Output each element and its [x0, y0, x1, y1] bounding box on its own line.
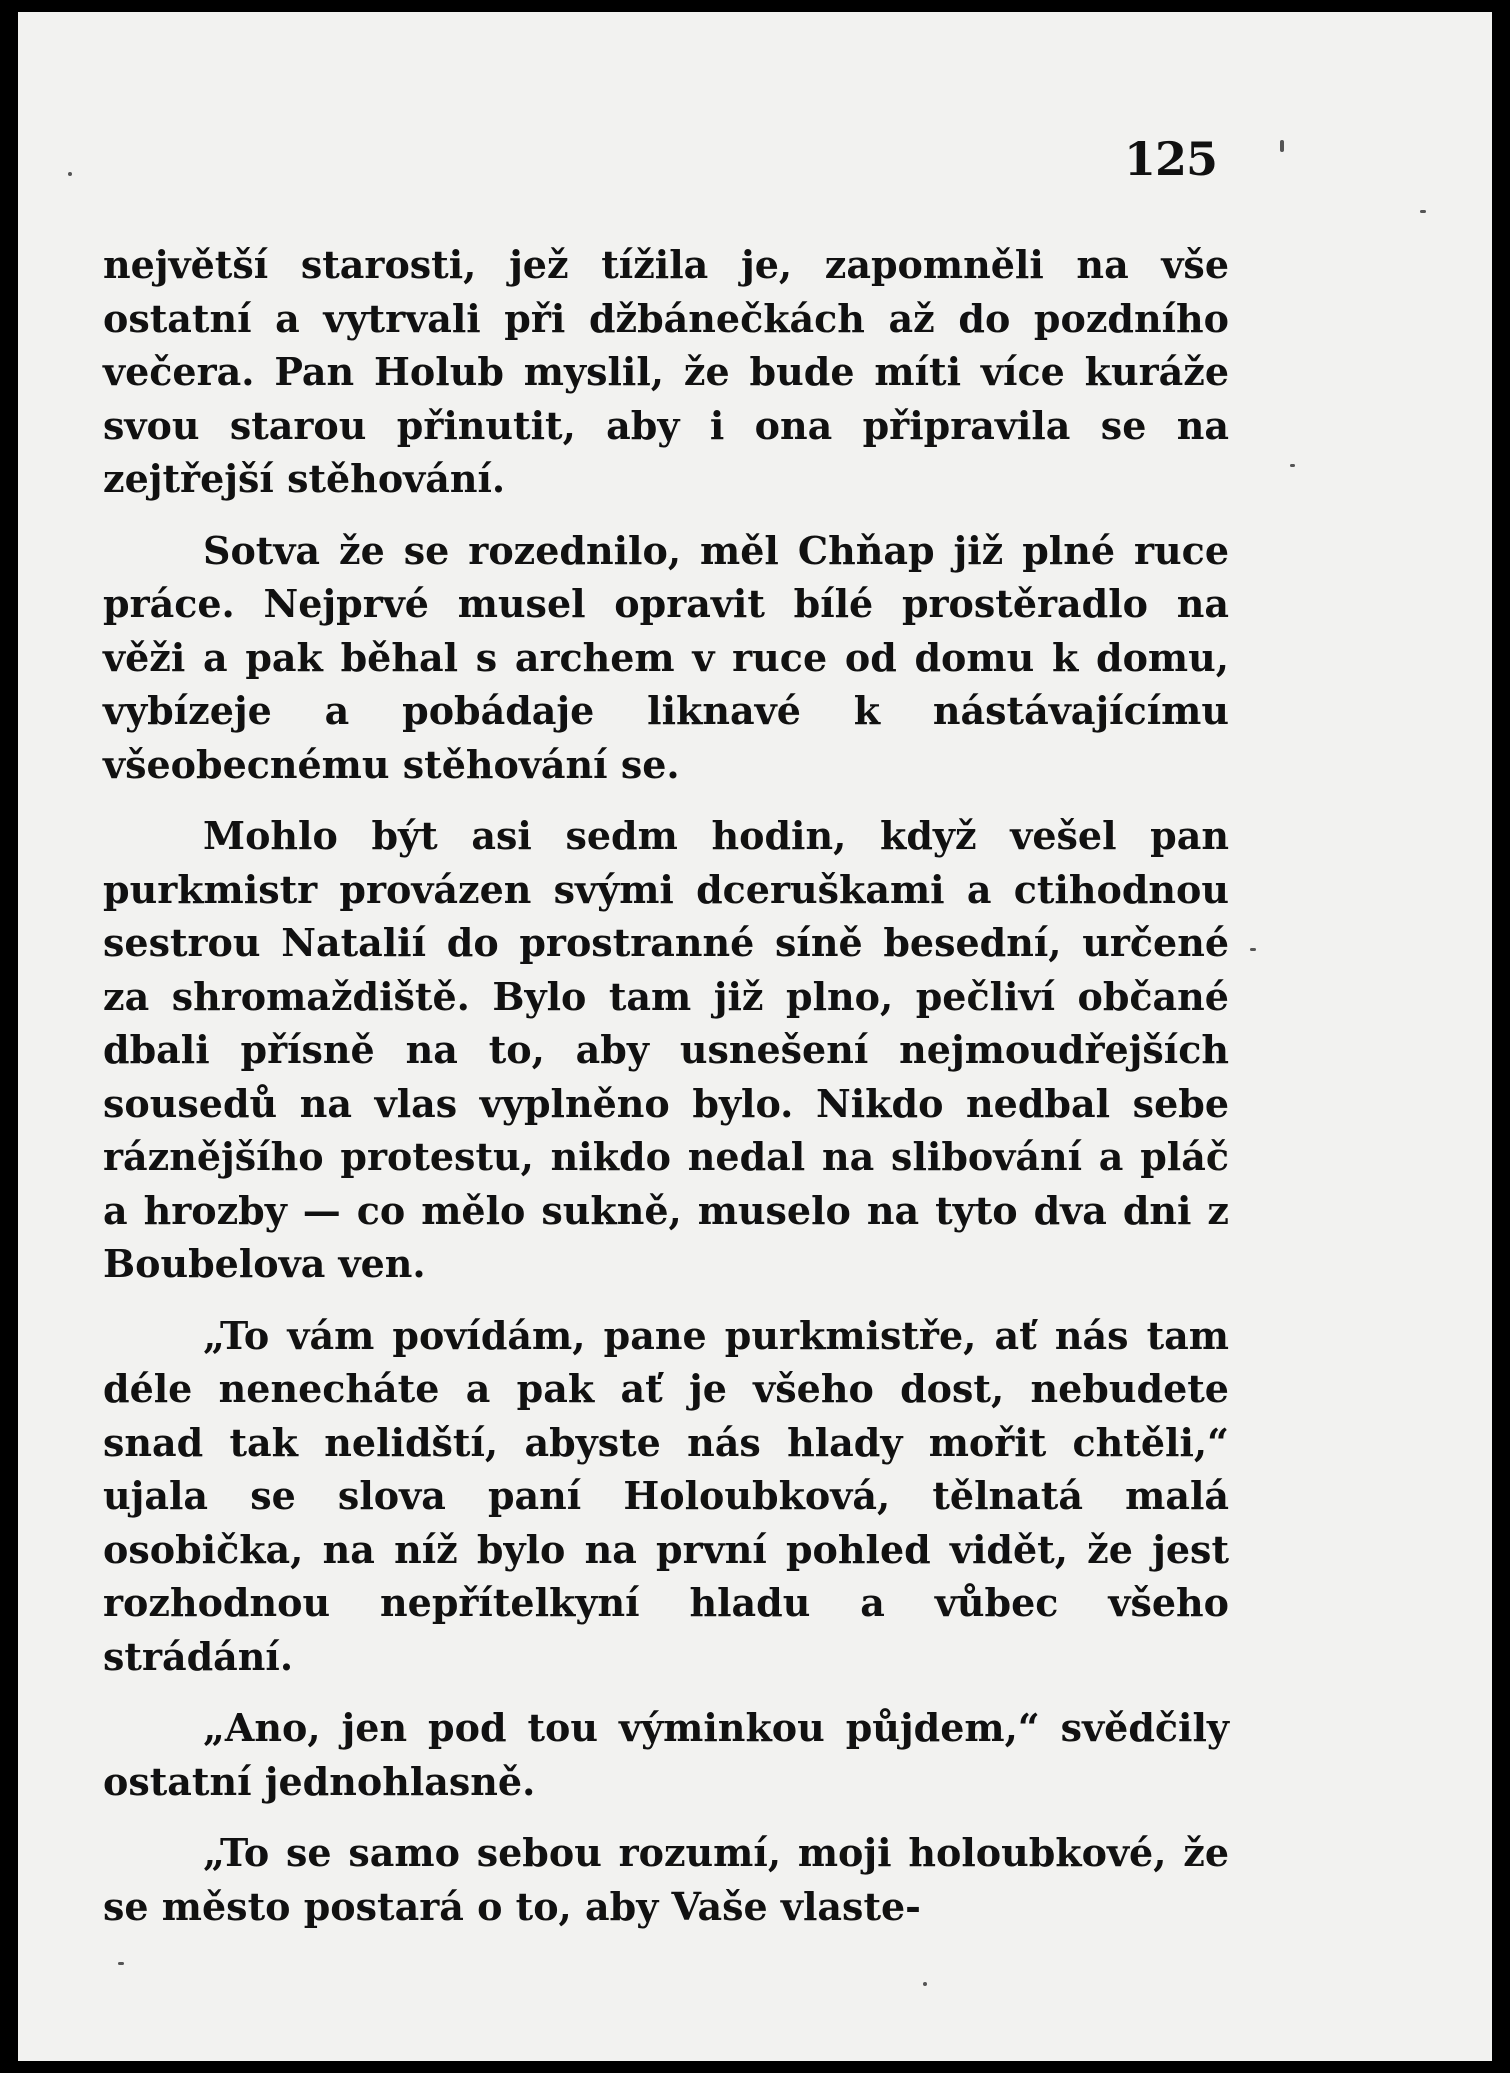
- print-speck: [1290, 464, 1295, 467]
- page-number: 125: [1124, 132, 1218, 186]
- paragraph: „To se samo sebou rozumí, moji holoubkové, že se město postará o to, aby Vaše vlaste-: [103, 1830, 1229, 1929]
- print-speck: [118, 1962, 124, 1965]
- print-speck: [68, 172, 72, 176]
- paragraph: Sotva že se rozednilo, měl Chňap již plné ruce práce. Nejprvé musel opravit bílé prostěradlo na věži a pak běhal s archem v ruce od domu k domu, vybízeje a pobádaje liknavé k nástávajícímu všeobecnému stěhování se.: [103, 527, 1229, 787]
- print-speck: [1280, 140, 1284, 152]
- book-page: [18, 12, 1492, 2061]
- body-text: [103, 238, 1229, 1933]
- paragraph: největší starosti, jež tížila je, zapomněli na vše ostatní a vytrvali při džbánečkách až do pozdního večera. Pan Holub myslil, že bude míti více kuráže svou starou přinutit, aby i ona připravila se na zejtřejší stěhování.: [103, 242, 1229, 501]
- paragraph: Mohlo být asi sedm hodin, když vešel pan purkmistr provázen svými dceruškami a ctihodnou sestrou Natalií do prostranné síně besední, určené za shromaždiště. Bylo tam již plno, pečliví občané dbali přísně na to, aby usnešení nejmoudřejších sousedů na vlas vyplněno bylo. Nikdo nedbal sebe ráznějšího protestu, nikdo nedal na slibování a pláč a hrozby — co mělo sukně, muselo na tyto dva dni z Boubelova ven.: [103, 813, 1229, 1286]
- paragraph: „To vám povídám, pane purkmistře, ať nás tam déle nenecháte a pak ať je všeho dost, nebudete snad tak nelidští, abyste nás hlady mořit chtěli,“ ujala se slova paní Holoubková, tělnatá malá osobička, na níž bylo na první pohled vidět, že jest rozhodnou nepřítelkyní hladu a vůbec všeho strádání.: [103, 1312, 1229, 1679]
- paragraph: „Ano, jen pod tou výminkou půjdem,“ svědčily ostatní jednohlasně.: [103, 1705, 1229, 1804]
- print-speck: [1420, 210, 1426, 213]
- print-speck: [1250, 948, 1256, 951]
- print-speck: [923, 1982, 927, 1986]
